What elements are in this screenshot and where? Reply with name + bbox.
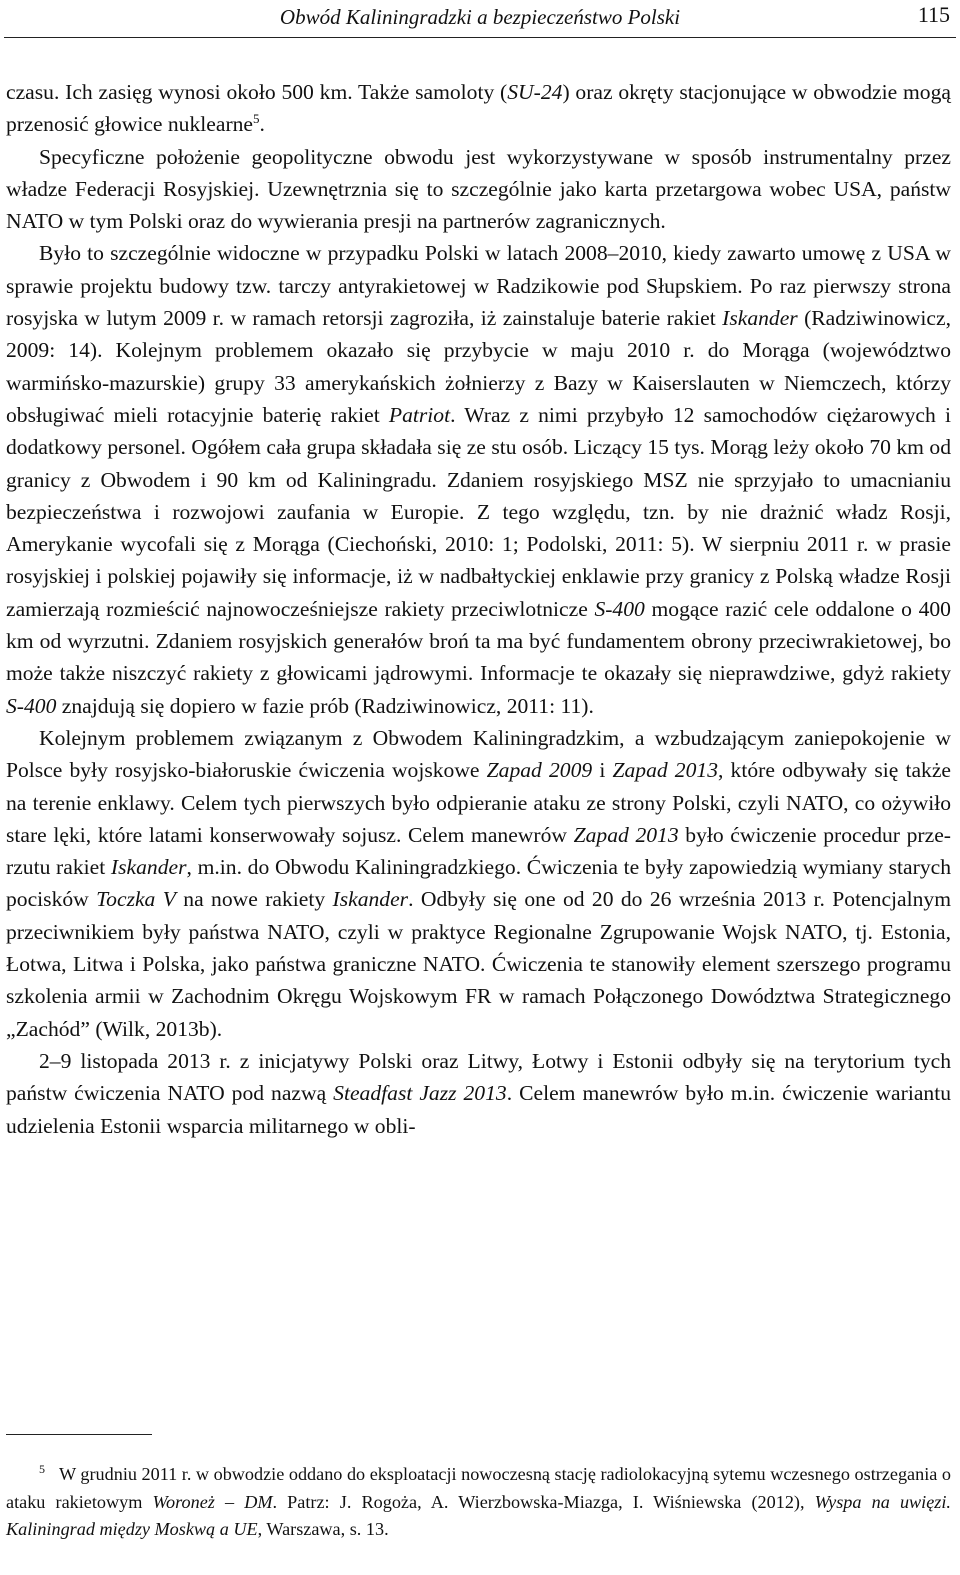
italic-term: Patriot xyxy=(388,402,451,427)
text-run: Było to szczególnie widoczne w przypadku Polski w latach 2008–2010, kiedy zawarto umowę z USA w sprawie projektu budowy tzw. tarczy antyrakietowej w Radzikowie pod Słupskiem. Po raz pierwszy strona rosyjska w lutym 2009 r. w ramach retorsji zagroziła, iż zainstaluje baterie rakiet xyxy=(6,241,951,331)
page-number: 115 xyxy=(917,2,950,27)
text-run: i xyxy=(592,758,613,783)
italic-term: Woroneż – DM xyxy=(152,1491,273,1512)
text-run: . Patrz: J. Rogoża, A. Wierzbowska-Miazga, I. Wiśniewska (2012), xyxy=(272,1491,815,1512)
italic-term: Zapad 2009 xyxy=(486,758,593,783)
italic-title: Wyspa na uwięzi. Kaliningrad między Moskwą a UE xyxy=(6,1491,951,1539)
text-run: Kolejnym problemem związanym z Obwodem Kaliningradzkim, a wzbudzającym zaniepokojenie w Polsce były rosyjsko-białoruskie ćwiczenia wojskowe xyxy=(6,725,951,783)
italic-term: Steadfast Jazz 2013 xyxy=(333,1081,507,1106)
paragraph-3 xyxy=(6,237,951,721)
footnote-paragraph xyxy=(6,1461,951,1544)
italic-term: Iskander xyxy=(722,306,798,331)
paragraph-4 xyxy=(6,722,951,1045)
page-header xyxy=(0,0,960,40)
italic-term: S-400 xyxy=(6,693,57,718)
header-rule xyxy=(4,37,956,38)
text-run: 2–9 listopada 2013 r. z inicjatywy Polski oraz Litwy, Łotwy i Estonii odbyły się na terytorium tych państw ćwiczenia NATO pod nazwą xyxy=(6,1048,951,1106)
italic-term: SU-24 xyxy=(507,80,563,104)
text-run: . Odbyły się one od 20 do 26 września 2013 r. Potencjalnym przeciwnikiem były państwa NATO, czyli w praktyce Regionalne Zgrupowanie Wojsk NATO, tj. Estonia, Łotwa, Litwa i Polska, jako państwa graniczne NATO. Ćwiczenia te stanowiły element szerszego programu szkolenia armii w Zachodnim Okręgu Wojskowym FR w ramach Połączonego Dowództwa Strategicznego „Zachód” (Wilk, 2013b). xyxy=(6,887,952,1041)
text-run: . Celem manewrów było m.in. ćwiczenie wariantu udzielenia Estonii wsparcia militarnego w obli- xyxy=(6,1081,951,1138)
text-run: na nowe rakiety xyxy=(175,887,333,912)
italic-term: Iskander xyxy=(110,855,187,880)
text-run: czasu. Ich zasięg wynosi około 500 km. Także samoloty ( xyxy=(6,80,508,104)
text-run: było ćwiczenie procedur przerzutu rakiet xyxy=(6,822,951,880)
text-run: , Warszawa, s. 13. xyxy=(257,1519,389,1539)
running-title: Obwód Kaliningradzki a bezpieczeństwo Polski xyxy=(279,5,681,29)
italic-term: Toczka V xyxy=(96,887,176,912)
footnote xyxy=(6,1461,951,1544)
italic-term: Iskander xyxy=(332,887,409,912)
paragraph-2 xyxy=(6,141,951,238)
footnote-reference: 5 xyxy=(253,111,260,127)
paragraph-5 xyxy=(6,1045,951,1142)
text-run: (Radziwinowicz, 2009: 14). Kolejnym problemem okazało się przybycie w maju 2010 r. do Morąga (województwo warmińsko-mazurskie) grupy 33 amerykańskich żołnierzy z Bazy w Kaiserslauten w Niemczech, którzy obsługiwać mieli rotacyjnie baterię rakiet xyxy=(6,306,951,427)
footnote-separator xyxy=(6,1434,152,1435)
text-run: , które odbywały się także na terenie enklawy. Celem tych pierwszych było odpieranie ataku ze strony Polski, czyli NATO, co ożywiło stare lęki, które latami konserwowały sojusz. Celem manewrów xyxy=(6,758,952,847)
text-run: mogące razić cele oddalone o 400 km od wyrzutni. Zdaniem rosyjskich generałów broń ta ma być fundamentem obrony przeciwrakietowej, bo może także niszczyć rakiety z głowicami jądrowymi. Informacje te okazały się nieprawdziwe, gdyż rakiety xyxy=(6,596,951,686)
italic-term: Zapad 2013 xyxy=(612,758,718,783)
text-run: . xyxy=(259,112,265,137)
text-run: , m.in. do Obwodu Kaliningradzkiego. Ćwiczenia te były zapowiedzią wymiany starych pocisków xyxy=(6,855,951,912)
text-run: znajdują się dopiero w fazie prób (Radziwinowicz, 2011: 11). xyxy=(56,693,594,718)
main-text xyxy=(6,76,951,1142)
footnote-number: 5 xyxy=(39,1462,45,1476)
italic-term: S-400 xyxy=(594,596,645,621)
text-run: . Wraz z nimi przybyło 12 samochodów ciężarowych i dodatkowy personel. Ogółem cała grupa składała się ze stu osób. Liczący 15 tys. Morąg leży około 70 km od granicy z Obwodem i 90 km od Kaliningradu. Zdaniem rosyjskiego MSZ nie sprzyjało to umacnianiu bezpieczeństwa i rozwojowi zaufania w Europie. Z tego względu, tzn. by nie drażnić władz Rosji, Amerykanie wycofali się z Morąga (Ciechoński, 2010: 1; Podolski, 2011: 5). W sierpniu 2011 r. w prasie rosyjskiej i polskiej pojawiły się informacje, iż w nadbałtyckiej enklawie przy granicy z Polską władze Rosji zamierzają rozmieścić najnowocześniejsze rakiety przeciwlotnicze xyxy=(6,402,952,621)
italic-term: Zapad 2013 xyxy=(573,822,679,847)
paragraph-1 xyxy=(6,76,951,141)
text-run: W grudniu 2011 r. w obwodzie oddano do eksploatacji nowoczesną stację radiolokacyjną sytemu wczesnego ostrzegania o ataku rakietowym xyxy=(6,1464,951,1512)
text-run: ) oraz okręty stacjonujące w obwodzie mogą przenosić głowice nuklearne xyxy=(6,80,951,137)
text-run: Specyficzne położenie geopolityczne obwodu jest wykorzystywane w sposób instrumentalny przez władze Federacji Rosyjskiej. Uzewnętrznia się to szczególnie jako karta przetargowa wobec USA, państw NATO w tym Polski oraz do wywierania presji na partnerów zagranicznych. xyxy=(6,144,951,234)
